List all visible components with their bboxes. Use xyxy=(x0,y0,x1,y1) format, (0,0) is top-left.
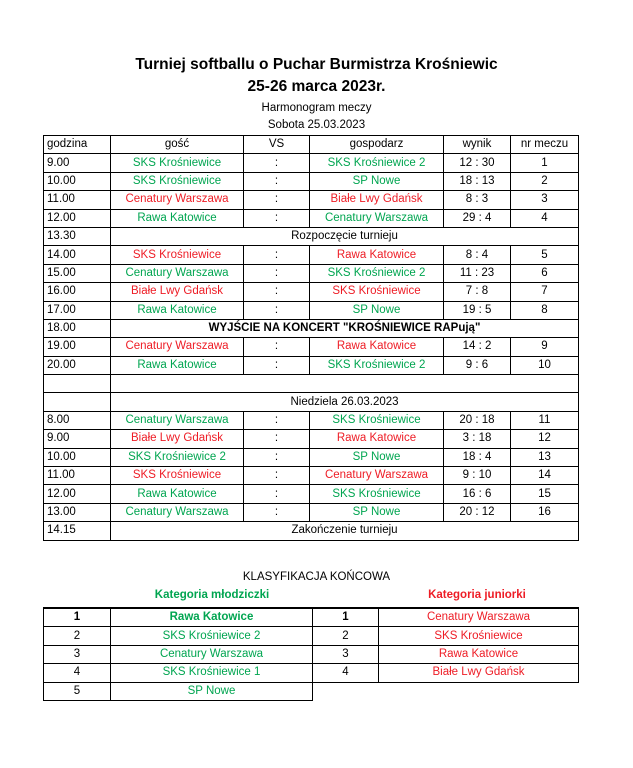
guest-cell: Cenatury Warszawa xyxy=(111,503,244,521)
match-nr-cell: 4 xyxy=(511,209,579,227)
col-header-match-nr: nr meczu xyxy=(511,136,579,154)
guest-cell: Rawa Katowice xyxy=(111,356,244,374)
time-cell: 19.00 xyxy=(44,338,111,356)
score-cell: 20 : 18 xyxy=(444,411,511,429)
host-cell: SKS Krośniewice 2 xyxy=(310,154,444,172)
host-cell: Cenatury Warszawa xyxy=(310,209,444,227)
host-cell: SP Nowe xyxy=(310,503,444,521)
host-cell: SP Nowe xyxy=(310,448,444,466)
empty-cell xyxy=(111,375,579,393)
col-header-vs: VS xyxy=(244,136,310,154)
table-row xyxy=(44,246,579,264)
empty-cell xyxy=(44,375,111,393)
table-row xyxy=(44,430,579,448)
vs-cell: : xyxy=(244,448,310,466)
time-cell: 10.00 xyxy=(44,448,111,466)
time-cell: 15.00 xyxy=(44,264,111,282)
table-row xyxy=(44,356,579,374)
place-cell: 5 xyxy=(44,682,111,700)
time-cell: 11.00 xyxy=(44,191,111,209)
guest-cell: SKS Krośniewice xyxy=(111,172,244,190)
score-cell: 8 : 4 xyxy=(444,246,511,264)
vs-cell: : xyxy=(244,411,310,429)
score-cell: 29 : 4 xyxy=(444,209,511,227)
document-dates: 25-26 marca 2023r. xyxy=(247,78,386,95)
table-row xyxy=(44,338,579,356)
score-cell: 3 : 18 xyxy=(444,430,511,448)
day-sunday-label: Niedziela 26.03.2023 xyxy=(111,393,579,411)
note-cell: Zakończenie turnieju xyxy=(111,522,579,540)
team-cell: Białe Lwy Gdańsk xyxy=(379,664,579,682)
host-cell: SKS Krośniewice 2 xyxy=(310,264,444,282)
table-row xyxy=(44,264,579,282)
day-row xyxy=(44,393,579,411)
place-cell: 1 xyxy=(313,608,379,627)
match-nr-cell: 8 xyxy=(511,301,579,319)
host-cell: Rawa Katowice xyxy=(310,430,444,448)
host-cell: Rawa Katowice xyxy=(310,246,444,264)
vs-cell: : xyxy=(244,356,310,374)
note-row xyxy=(44,227,579,245)
table-row xyxy=(44,191,579,209)
table-row xyxy=(44,467,579,485)
guest-cell: Cenatury Warszawa xyxy=(111,264,244,282)
team-cell: Rawa Katowice xyxy=(379,645,579,663)
score-cell: 9 : 6 xyxy=(444,356,511,374)
schedule-body xyxy=(44,136,579,541)
table-row xyxy=(313,645,579,663)
table-row xyxy=(313,627,579,645)
note-row xyxy=(44,522,579,540)
team-cell: SKS Krośniewice 2 xyxy=(111,627,313,645)
guest-cell: SKS Krośniewice xyxy=(111,467,244,485)
match-nr-cell: 12 xyxy=(511,430,579,448)
table-row xyxy=(44,682,313,700)
time-cell: 18.00 xyxy=(44,319,111,337)
team-cell: Cenatury Warszawa xyxy=(379,608,579,627)
document-title: Turniej softballu o Puchar Burmistrza Krośniewic xyxy=(135,56,498,73)
guest-cell: Rawa Katowice xyxy=(111,301,244,319)
time-cell: 13.30 xyxy=(44,227,111,245)
table-row xyxy=(44,485,579,503)
empty-row xyxy=(44,375,579,393)
host-cell: Białe Lwy Gdańsk xyxy=(310,191,444,209)
place-cell: 2 xyxy=(44,627,111,645)
guest-cell: SKS Krośniewice xyxy=(111,154,244,172)
table-row xyxy=(44,172,579,190)
youth-classification-table xyxy=(43,607,313,701)
match-nr-cell: 10 xyxy=(511,356,579,374)
match-nr-cell: 14 xyxy=(511,467,579,485)
time-cell: 8.00 xyxy=(44,411,111,429)
time-cell: 13.00 xyxy=(44,503,111,521)
host-cell: Rawa Katowice xyxy=(310,338,444,356)
junior-category-label: Kategoria juniorki xyxy=(428,589,526,601)
host-cell: Cenatury Warszawa xyxy=(310,467,444,485)
note-cell: WYJŚCIE NA KONCERT "KROŚNIEWICE RAPują" xyxy=(111,319,579,337)
team-cell: SKS Krośniewice xyxy=(379,627,579,645)
guest-cell: Cenatury Warszawa xyxy=(111,411,244,429)
place-cell: 4 xyxy=(313,664,379,682)
vs-cell: : xyxy=(244,338,310,356)
score-cell: 20 : 12 xyxy=(444,503,511,521)
time-cell: 16.00 xyxy=(44,283,111,301)
host-cell: SKS Krośniewice xyxy=(310,283,444,301)
host-cell: SP Nowe xyxy=(310,172,444,190)
vs-cell: : xyxy=(244,283,310,301)
col-header-host: gospodarz xyxy=(310,136,444,154)
host-cell: SKS Krośniewice 2 xyxy=(310,356,444,374)
guest-cell: SKS Krośniewice 2 xyxy=(111,448,244,466)
score-cell: 18 : 13 xyxy=(444,172,511,190)
table-row xyxy=(44,283,579,301)
score-cell: 19 : 5 xyxy=(444,301,511,319)
vs-cell: : xyxy=(244,467,310,485)
vs-cell: : xyxy=(244,154,310,172)
vs-cell: : xyxy=(244,191,310,209)
vs-cell: : xyxy=(244,246,310,264)
time-cell: 9.00 xyxy=(44,430,111,448)
table-row xyxy=(44,301,579,319)
place-cell: 3 xyxy=(313,645,379,663)
host-cell: SP Nowe xyxy=(310,301,444,319)
score-cell: 8 : 3 xyxy=(444,191,511,209)
match-nr-cell: 3 xyxy=(511,191,579,209)
score-cell: 7 : 8 xyxy=(444,283,511,301)
time-cell: 20.00 xyxy=(44,356,111,374)
team-cell: SP Nowe xyxy=(111,682,313,700)
guest-cell: Cenatury Warszawa xyxy=(111,191,244,209)
host-cell: SKS Krośniewice xyxy=(310,485,444,503)
match-nr-cell: 6 xyxy=(511,264,579,282)
vs-cell: : xyxy=(244,485,310,503)
guest-cell: Białe Lwy Gdańsk xyxy=(111,283,244,301)
table-row xyxy=(44,608,313,627)
match-nr-cell: 5 xyxy=(511,246,579,264)
match-nr-cell: 7 xyxy=(511,283,579,301)
score-cell: 18 : 4 xyxy=(444,448,511,466)
time-cell: 9.00 xyxy=(44,154,111,172)
table-row xyxy=(44,411,579,429)
table-row xyxy=(44,448,579,466)
guest-cell: Rawa Katowice xyxy=(111,485,244,503)
col-header-time: godzina xyxy=(44,136,111,154)
table-row xyxy=(44,154,579,172)
score-cell: 9 : 10 xyxy=(444,467,511,485)
vs-cell: : xyxy=(244,172,310,190)
time-cell: 11.00 xyxy=(44,467,111,485)
youth-category-label: Kategoria młodziczki xyxy=(154,589,270,601)
guest-cell: SKS Krośniewice xyxy=(111,246,244,264)
vs-cell: : xyxy=(244,503,310,521)
time-cell: 10.00 xyxy=(44,172,111,190)
place-cell: 4 xyxy=(44,664,111,682)
match-nr-cell: 1 xyxy=(511,154,579,172)
match-nr-cell: 16 xyxy=(511,503,579,521)
score-cell: 11 : 23 xyxy=(444,264,511,282)
table-row xyxy=(44,627,313,645)
score-cell: 12 : 30 xyxy=(444,154,511,172)
score-cell: 16 : 6 xyxy=(444,485,511,503)
note-cell: Rozpoczęcie turnieju xyxy=(111,227,579,245)
place-cell: 1 xyxy=(44,608,111,627)
vs-cell: : xyxy=(244,209,310,227)
match-nr-cell: 15 xyxy=(511,485,579,503)
guest-cell: Cenatury Warszawa xyxy=(111,338,244,356)
team-cell: Rawa Katowice xyxy=(111,608,313,627)
time-cell: 14.15 xyxy=(44,522,111,540)
time-cell: 12.00 xyxy=(44,485,111,503)
classification-title: KLASYFIKACJA KOŃCOWA xyxy=(242,571,391,583)
schedule-subtitle: Harmonogram meczy xyxy=(261,102,372,114)
table-row xyxy=(44,645,313,663)
vs-cell: : xyxy=(244,301,310,319)
place-cell: 3 xyxy=(44,645,111,663)
score-cell: 14 : 2 xyxy=(444,338,511,356)
col-header-score: wynik xyxy=(444,136,511,154)
match-nr-cell: 9 xyxy=(511,338,579,356)
header-row xyxy=(44,136,579,154)
day-saturday-label: Sobota 25.03.2023 xyxy=(267,119,366,131)
table-row xyxy=(44,209,579,227)
col-header-guest: gość xyxy=(111,136,244,154)
vs-cell: : xyxy=(244,264,310,282)
guest-cell: Białe Lwy Gdańsk xyxy=(111,430,244,448)
time-cell: 12.00 xyxy=(44,209,111,227)
guest-cell: Rawa Katowice xyxy=(111,209,244,227)
vs-cell: : xyxy=(244,430,310,448)
table-row xyxy=(313,664,579,682)
table-row xyxy=(44,503,579,521)
junior-classification-table xyxy=(312,607,579,683)
match-nr-cell: 11 xyxy=(511,411,579,429)
time-cell: 14.00 xyxy=(44,246,111,264)
match-nr-cell: 13 xyxy=(511,448,579,466)
host-cell: SKS Krośniewice xyxy=(310,411,444,429)
place-cell: 2 xyxy=(313,627,379,645)
match-nr-cell: 2 xyxy=(511,172,579,190)
table-row xyxy=(44,664,313,682)
note-row xyxy=(44,319,579,337)
table-row xyxy=(313,608,579,627)
team-cell: Cenatury Warszawa xyxy=(111,645,313,663)
schedule-table xyxy=(43,135,579,541)
time-cell: 17.00 xyxy=(44,301,111,319)
empty-cell xyxy=(44,393,111,411)
team-cell: SKS Krośniewice 1 xyxy=(111,664,313,682)
